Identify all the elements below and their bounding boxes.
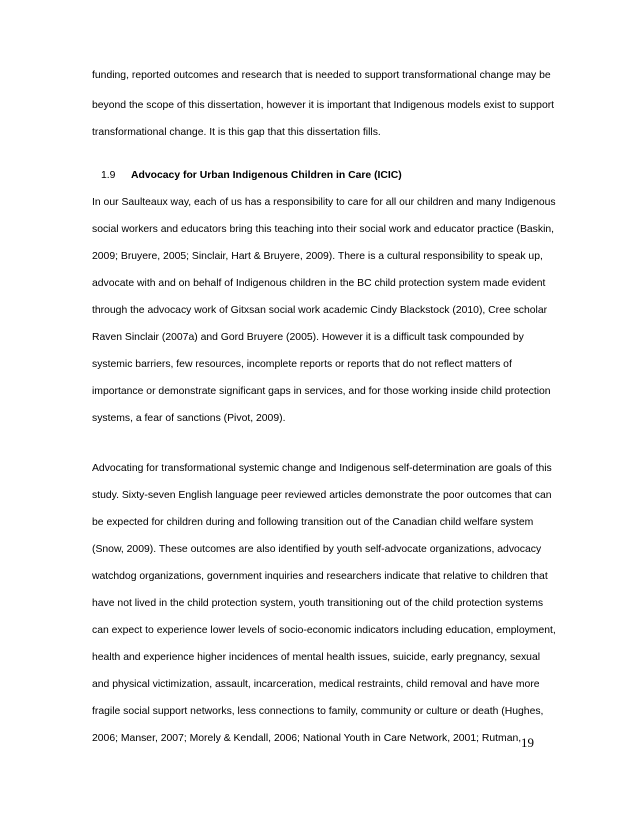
section-heading bbox=[101, 169, 402, 182]
text-line: (Snow, 2009). These outcomes are also identified by youth self-advocate organizations, advocacy bbox=[92, 544, 542, 555]
text-line: and physical victimization, assault, incarceration, medical restraints, child removal and have more bbox=[92, 679, 540, 690]
text-line: funding, reported outcomes and research that is needed to support transformational change may be bbox=[92, 70, 551, 81]
text-line: beyond the scope of this dissertation, however it is important that Indigenous models exist to support bbox=[92, 100, 555, 111]
text-line: through the advocacy work of Gitxsan social work academic Cindy Blackstock (2010), Cree scholar bbox=[92, 305, 548, 316]
page-number: 19 bbox=[521, 735, 534, 750]
text-line: systemic barriers, few resources, incomplete reports or reports that do not reflect matters of bbox=[92, 359, 512, 370]
text-line: importance or demonstrate significant gaps in services, and for those working inside child protection bbox=[92, 386, 551, 397]
section-number: 1.9 bbox=[101, 170, 116, 181]
text-line: 2006; Manser, 2007; Morely & Kendall, 2006; National Youth in Care Network, 2001; Rutman, bbox=[92, 733, 522, 744]
text-line: systems, a fear of sanctions (Pivot, 2009). bbox=[92, 413, 286, 424]
text-line: can expect to experience lower levels of socio-economic indicators including education, employment, bbox=[92, 625, 556, 636]
text-line: be expected for children during and following transition out of the Canadian child welfare system bbox=[92, 517, 534, 528]
section-title: Advocacy for Urban Indigenous Children in Care (ICIC) bbox=[131, 170, 402, 181]
text-line: health and experience higher incidences of mental health issues, suicide, early pregnancy, sexual bbox=[92, 652, 541, 663]
text-line: social workers and educators bring this teaching into their social work and educator practice (Baskin, bbox=[92, 224, 555, 235]
text-line: Raven Sinclair (2007a) and Gord Bruyere (2005). However it is a difficult task compounded by bbox=[92, 332, 524, 343]
text-line: transformational change. It is this gap that this dissertation fills. bbox=[92, 127, 381, 138]
text-line: study. Sixty-seven English language peer reviewed articles demonstrate the poor outcomes that can bbox=[92, 490, 552, 501]
text-line: have not lived in the child protection system, youth transitioning out of the child protection systems bbox=[92, 598, 544, 609]
text-line: advocate with and on behalf of Indigenous children in the BC child protection system made evident bbox=[92, 278, 546, 289]
text-line: 2009; Bruyere, 2005; Sinclair, Hart & Bruyere, 2009). There is a cultural responsibility to speak up, bbox=[92, 251, 543, 262]
text-line: In our Saulteaux way, each of us has a responsibility to care for all our children and many Indigenous bbox=[92, 197, 556, 208]
text-line: watchdog organizations, government inquiries and researchers indicate that relative to children that bbox=[92, 571, 548, 582]
text-line: Advocating for transformational systemic change and Indigenous self-determination are goals of this bbox=[92, 463, 552, 474]
text-line: fragile social support networks, less connections to family, community or culture or death (Hughes, bbox=[92, 706, 544, 717]
